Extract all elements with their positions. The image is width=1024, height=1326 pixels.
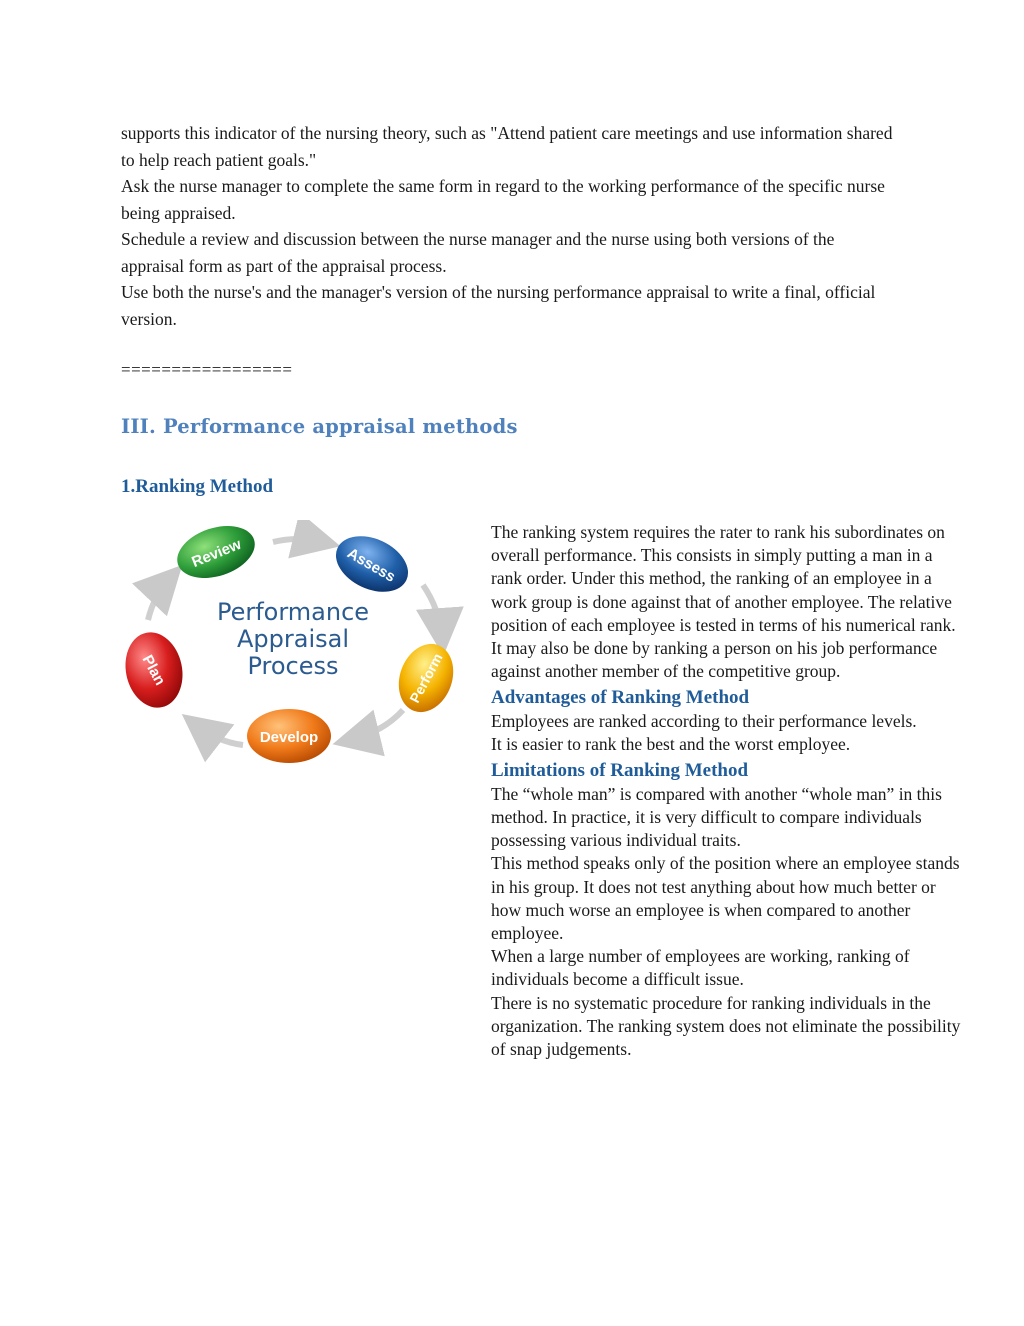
stage-review [171,520,262,587]
ranking-description: The ranking system requires the rater to rank his subordinates on overall performance. This consists in simply putting a man in a rank order. Under this method, the ranking of an employee in a work group is done against that of another employee. The relative position of each employee is tested in terms of his numerical rank. It may also be done by ranking a person on his job performance against another member of the competitive group. [491,522,956,682]
section-title: III. Performance appraisal methods [121,415,518,438]
subsection-title: 1.Ranking Method [121,476,274,497]
advantage-item: It is easier to rank the best and the worst employee. [491,734,851,755]
stage-plan [119,627,190,713]
intro-paragraph: Schedule a review and discussion between the nurse manager and the nurse using both versions of the appraisal form as part of the appraisal process. [121,229,835,276]
process-cycle-diagram [118,520,468,775]
stage-label-assess: Assess [344,544,399,586]
intro-paragraph: supports this indicator of the nursing theory, such as "Attend patient care meetings and use information shared to help reach patient goals." [121,123,893,170]
limitation-item: This method speaks only of the position where an employee stands in his group. It does not test anything about how much better or how much worse an employee is when compared to another employee. [491,853,960,944]
ranking-method-text [491,521,961,1061]
limitations-heading: Limitations of Ranking Method [491,760,749,782]
stage-label-plan: Plan [138,652,169,689]
process-title-line: Performance [216,598,370,626]
process-title [217,598,369,680]
cycle-arrow [423,585,442,638]
limitation-item: There is no systematic procedure for ranking individuals in the organization. The ranking system does not eliminate the possibility of snap judgements. [491,992,961,1060]
cycle-arrow [196,725,243,745]
performance-appraisal-process-figure [118,520,468,775]
limitation-item: When a large number of employees are working, ranking of individuals become a difficult issue. [491,946,910,990]
advantage-item: Employees are ranked according to their performance levels. [491,710,917,731]
stage-develop [247,709,331,763]
cycle-arrow [148,578,170,620]
process-title-line: Appraisal [236,625,350,653]
advantages-heading: Advantages of Ranking Method [491,687,750,709]
cycle-arrow [350,710,403,740]
limitation-item: The “whole man” is compared with another “whole man” in this method. In practice, it is very difficult to compare individuals possessing various individual traits. [491,783,942,851]
stage-perform [390,636,463,720]
intro-text [121,120,901,332]
intro-paragraph: Ask the nurse manager to complete the same form in regard to the working performance of the specific nurse being appraised. [121,176,885,223]
stage-label-review: Review [189,535,244,571]
stage-label-perform: Perform [406,650,446,706]
separator-line: ================= [121,360,293,379]
intro-paragraph: Use both the nurse's and the manager's version of the nursing performance appraisal to write a final, official version. [121,282,876,329]
process-title-line: Process [247,652,339,680]
stage-label-develop: Develop [259,729,319,746]
stage-assess [327,525,417,602]
cycle-arrow [273,539,323,542]
